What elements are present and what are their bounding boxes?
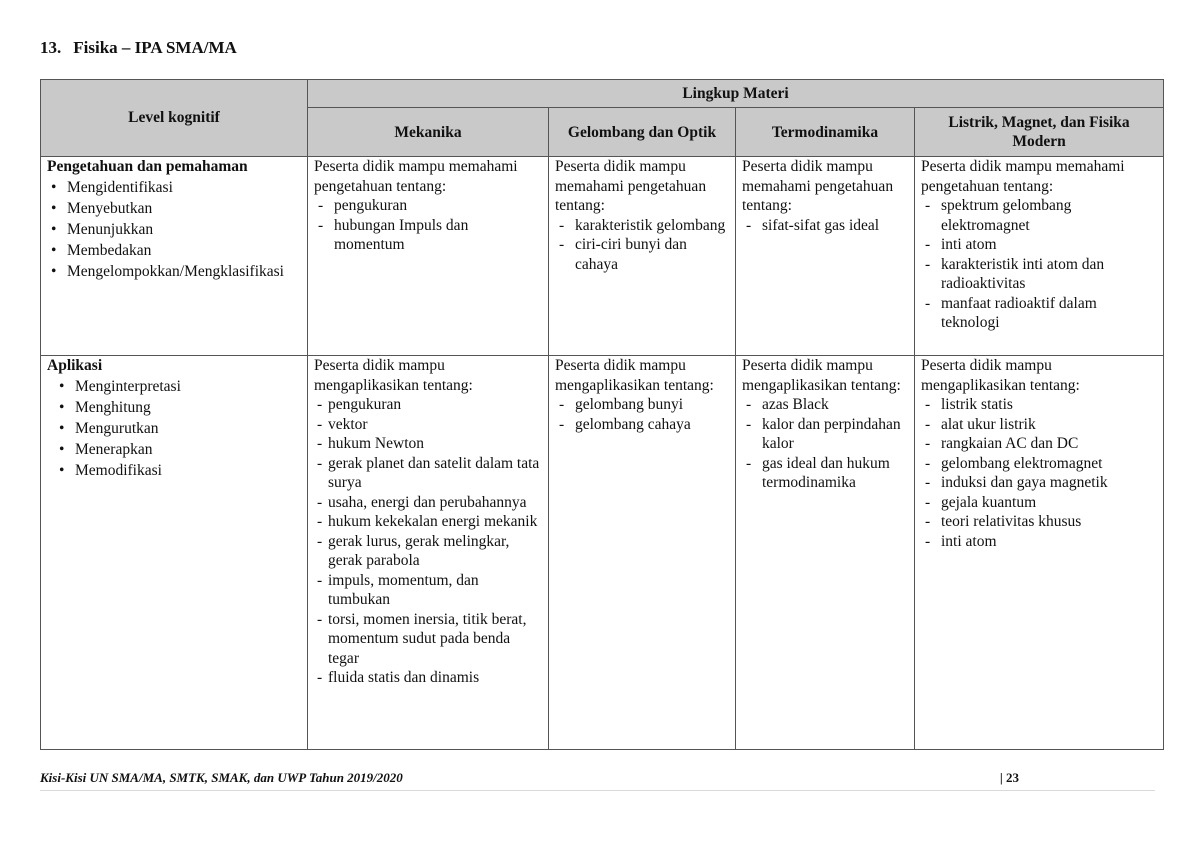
footer-text: Kisi-Kisi UN SMA/MA, SMTK, SMAK, dan UWP Tahun 2019/2020 [40,770,403,785]
cell-intro: Peserta didik mampu memahami pengetahuan tentang: [555,158,707,214]
topic-item: - gelombang elektromagnet [921,454,1157,474]
topic-item: - gelombang cahaya [555,415,729,435]
column-header-termodinamika: Termodinamika [736,108,915,157]
topic-item: - kalor dan perpindahan kalor [742,415,908,454]
topic-cell-gelombang-optik [549,356,736,750]
kisi-table [40,79,1164,750]
topic-item: - alat ukur listrik [921,415,1157,435]
cell-intro: Peserta didik mampu mengaplikasikan tentang: [555,357,714,394]
table-row-pengetahuan [41,157,1164,356]
verb-item: • Memodifikasi [59,460,301,481]
verb-item: • Menyebutkan [51,198,301,219]
topic-item: - gas ideal dan hukum termodinamika [742,454,908,493]
cell-intro: Peserta didik mampu memahami pengetahuan tentang: [742,158,894,214]
topic-cell-gelombang-optik [549,157,736,356]
topic-item: - induksi dan gaya magnetik [921,473,1157,493]
page-footer [40,770,1155,791]
lingkup-materi-header: Lingkup Materi [308,80,1164,108]
topic-item: - pengukuran [314,196,542,216]
topic-item: - pengukuran [314,395,542,415]
topic-item: - manfaat radioaktif dalam teknologi [921,294,1157,333]
topic-item: - sifat-sifat gas ideal [742,216,908,236]
cell-intro: Peserta didik mampu mengaplikasikan tentang: [921,357,1080,394]
level-cell [41,356,308,750]
topic-item: - inti atom [921,532,1157,552]
cell-intro: Peserta didik mampu memahami pengetahuan tentang: [314,158,518,195]
verb-item: • Menerapkan [59,439,301,460]
verb-list [47,177,301,282]
section-number: 13. [40,38,62,57]
topic-list [921,395,1157,551]
cell-intro: Peserta didik mampu mengaplikasikan tentang: [742,357,901,394]
topic-item: - hukum kekekalan energi mekanik [314,512,542,532]
topic-item: - fluida statis dan dinamis [314,668,542,688]
topic-cell-termodinamika [736,356,915,750]
verb-item: • Mengidentifikasi [51,177,301,198]
level-title: Pengetahuan dan pemahaman [47,158,248,175]
column-header-listrik-magnet: Listrik, Magnet, dan Fisika Modern [915,108,1164,157]
topic-item: - listrik statis [921,395,1157,415]
topic-item: - torsi, momen inersia, titik berat, momentum sudut pada benda tegar [314,610,542,669]
topic-item: - hukum Newton [314,434,542,454]
topic-item: - impuls, momentum, dan tumbukan [314,571,542,610]
cell-intro: Peserta didik mampu mengaplikasikan tentang: [314,357,473,394]
table-row-aplikasi [41,356,1164,750]
topic-cell-termodinamika [736,157,915,356]
topic-item: - gerak lurus, gerak melingkar, gerak parabola [314,532,542,571]
topic-item: - inti atom [921,235,1157,255]
verb-item: • Mengurutkan [59,418,301,439]
topic-list [921,196,1157,333]
topic-list [555,395,729,434]
topic-item: - teori relativitas khusus [921,512,1157,532]
topic-list [314,395,542,688]
topic-item: - vektor [314,415,542,435]
topic-item: - gejala kuantum [921,493,1157,513]
topic-item: - karakteristik inti atom dan radioaktivitas [921,255,1157,294]
topic-list [314,196,542,255]
cell-intro: Peserta didik mampu memahami pengetahuan tentang: [921,158,1125,195]
topic-list [742,216,908,236]
level-title: Aplikasi [47,357,103,374]
topic-cell-listrik-magnet [915,356,1164,750]
level-cell [41,157,308,356]
topic-item: - usaha, energi dan perubahannya [314,493,542,513]
section-title [40,38,237,58]
column-header-gelombang-optik: Gelombang dan Optik [549,108,736,157]
topic-cell-mekanika [308,157,549,356]
verb-item: • Mengelompokkan/Mengklasifikasi [51,261,301,282]
topic-item: - gerak planet dan satelit dalam tata surya [314,454,542,493]
verb-item: • Menghitung [59,397,301,418]
topic-list [742,395,908,493]
topic-cell-listrik-magnet [915,157,1164,356]
verb-item: • Menunjukkan [51,219,301,240]
topic-item: - spektrum gelombang elektromagnet [921,196,1157,235]
topic-cell-mekanika [308,356,549,750]
verb-list [47,376,301,481]
topic-item: - rangkaian AC dan DC [921,434,1157,454]
verb-item: • Membedakan [51,240,301,261]
verb-item: • Menginterpretasi [59,376,301,397]
topic-item: - ciri-ciri bunyi dan cahaya [555,235,729,274]
topic-item: - gelombang bunyi [555,395,729,415]
topic-item: - karakteristik gelombang [555,216,729,236]
topic-item: - azas Black [742,395,908,415]
topic-list [555,216,729,275]
topic-item: - hubungan Impuls dan momentum [314,216,542,255]
level-kognitif-header: Level kognitif [41,80,308,157]
column-header-mekanika: Mekanika [308,108,549,157]
section-name: Fisika – IPA SMA/MA [73,38,237,57]
page-number: | 23 [999,770,1019,785]
